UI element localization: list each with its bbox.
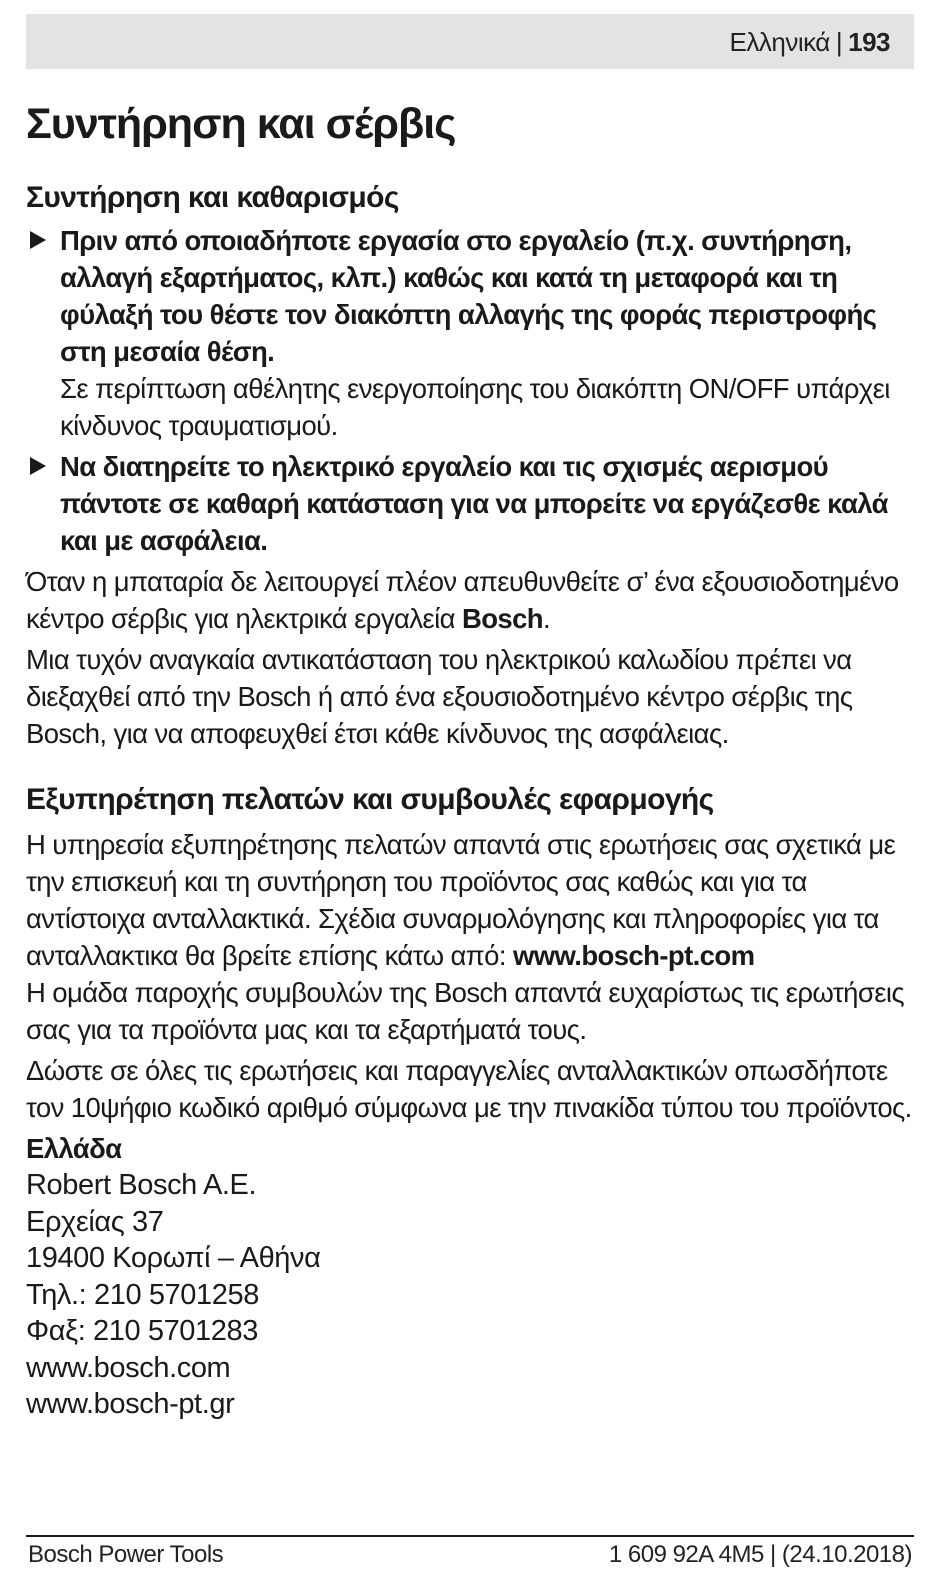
advice-team-paragraph: Η ομάδα παροχής συμβουλών της Bosch απαντά ευχαρίστως τις ερωτήσεις σας για τα προϊόντα μας και τα εξαρτήματά τους. xyxy=(26,977,905,1045)
address-fax: Φαξ: 210 5701283 xyxy=(26,1315,258,1347)
footer-document-code: 1 609 92A 4M5 | (24.10.2018) xyxy=(608,1541,912,1568)
page-number: 193 xyxy=(848,27,890,57)
customer-service-paragraph xyxy=(26,826,914,974)
battery-service-text: Όταν η μπαταρία δε λειτουργεί πλέον απευθυνθείτε σ’ ένα εξουσιοδοτημένο κέντρο σέρβις για ηλεκτρικά εργαλεία xyxy=(26,566,899,634)
country-heading: Ελλάδα xyxy=(26,1133,122,1164)
address-city: 19400 Κορωπί – Αθήνα xyxy=(26,1242,321,1274)
cable-replacement-paragraph: Μια τυχόν αναγκαία αντικατάσταση του ηλεκτρικού καλωδίου πρέπει να διεξαχθεί από την Bosch ή από ένα εξουσιοδοτημένο κέντρο σέρβις της Bosch, για να αποφευχθεί έτσι κάθε κίνδυνος της ασφάλειας. xyxy=(26,644,853,749)
service-website-link[interactable]: www.bosch-pt.com xyxy=(512,940,755,971)
bullet-arrow-icon xyxy=(30,231,46,249)
bullet-2-bold-text: Να διατηρείτε το ηλεκτρικό εργαλείο και τις σχισμές αερισμού πάντοτε σε καθαρή κατάσταση για να μπορείτε να εργάζεσθε καλά και με ασφάλεια. xyxy=(60,451,888,556)
header-language: Ελληνικά xyxy=(729,27,830,57)
footer-brand: Bosch Power Tools xyxy=(28,1541,224,1568)
section-heading-maintenance: Συντήρηση και καθαρισμός xyxy=(26,181,399,214)
customer-service-text: Η υπηρεσία εξυπηρέτησης πελατών απαντά στις ερωτήσεις σας σχετικά με την επισκευή και τη συντήρηση του προϊόντος σας καθώς και για τα αντίστοιχα ανταλλακτικά. Σχέδια συναρμολόγησης και πληροφορίες για τα ανταλλακτικα θα βρείτε επίσης κάτω από: xyxy=(26,829,896,971)
address-street: Ερχείας 37 xyxy=(26,1205,164,1238)
bullet-1-normal-text: Σε περίπτωση αθέλητης ενεργοποίησης του διακόπτη ON/OFF υπάρχει κίνδυνος τραυματισμού. xyxy=(60,373,890,441)
header-separator: | xyxy=(835,27,843,57)
battery-service-paragraph xyxy=(26,563,914,637)
part-number-paragraph: Δώστε σε όλες τις ερωτήσεις και παραγγελίες ανταλλακτικών οπωσδήποτε τον 10ψήφιο κωδικό αριθμό σύμφωνα με την πινακίδα τύπου του προϊόντος. xyxy=(26,1055,912,1123)
bullet-arrow-icon xyxy=(30,457,46,475)
footer-divider xyxy=(26,1535,914,1537)
address-website-1[interactable]: www.bosch.com xyxy=(26,1351,231,1384)
brand-name: Bosch xyxy=(461,603,543,634)
address-company: Robert Bosch A.E. xyxy=(26,1169,257,1201)
page-content xyxy=(26,96,914,1423)
battery-service-end: . xyxy=(542,603,551,634)
address-website-2[interactable]: www.bosch-pt.gr xyxy=(26,1388,235,1420)
header-text xyxy=(730,27,890,58)
safety-bullet-1 xyxy=(26,222,914,444)
bullet-1-bold-text: Πριν από οποιαδήποτε εργασία στο εργαλείο (π.χ. συντήρηση, αλλαγή εξαρτήματος, κλπ.) καθώς και κατά τη μεταφορά και τη φύλαξή του θέστε τον διακόπτη αλλαγής της φοράς περιστροφής στη μεσαία θέση. xyxy=(60,225,877,367)
page-header xyxy=(26,14,914,69)
section-heading-customer-service: Εξυπηρέτηση πελατών και συμβουλές εφαρμογής xyxy=(26,783,714,816)
address-block xyxy=(26,1167,914,1423)
address-phone: Τηλ.: 210 5701258 xyxy=(26,1278,259,1311)
page-title: Συντήρηση και σέρβις xyxy=(26,100,456,148)
safety-bullet-2 xyxy=(26,448,914,559)
